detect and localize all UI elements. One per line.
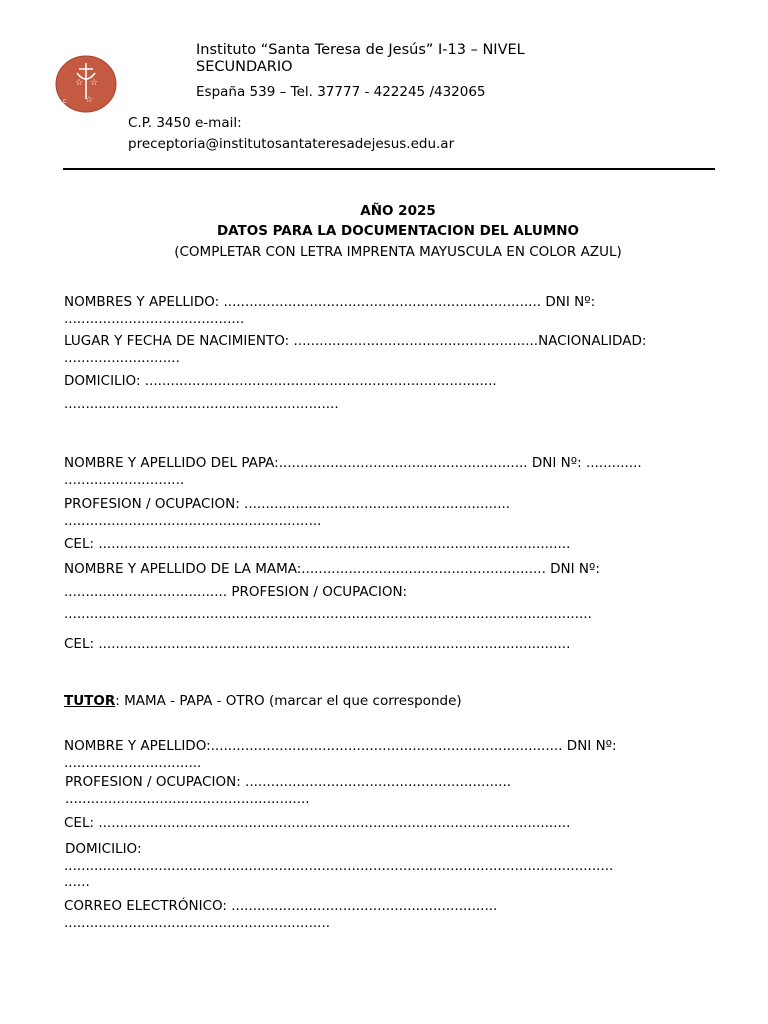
institute-cp-email-label: C.P. 3450 e-mail:: [128, 115, 242, 131]
institute-logo: [55, 55, 117, 113]
mother-name-field: NOMBRE Y APELLIDO DE LA MAMA:......................................................... DNI Nº:: [64, 561, 600, 577]
institute-name-line2: SECUNDARIO: [196, 59, 293, 75]
tutor-email-field: CORREO ELECTRÓNICO: ..............................................................: [64, 898, 498, 914]
tutor-address-label: DOMICILIO:: [65, 841, 142, 857]
mother-occupation-cont: ...........................................................................................................................: [64, 606, 592, 622]
student-address-field: DOMICILIO: ..................................................................................: [64, 373, 497, 389]
father-dni-cont: ............................: [64, 472, 185, 488]
tutor-dni-cont: ................................: [64, 755, 202, 771]
svg-text:C: C: [63, 99, 67, 105]
document-year: AÑO 2025: [360, 203, 436, 219]
svg-text:☆: ☆: [85, 95, 94, 105]
father-occupation-field: PROFESION / OCUPACION: ..............................................................: [64, 496, 511, 512]
svg-text:☆: ☆: [75, 78, 84, 88]
tutor-options: : MAMA - PAPA - OTRO (marcar el que corresponde): [115, 693, 462, 709]
student-address-cont: ................................................................: [64, 396, 339, 412]
tutor-occupation-cont: .........................................................: [65, 791, 310, 807]
tutor-selection: [64, 693, 462, 709]
header-divider: [63, 168, 715, 170]
student-name-field: NOMBRES Y APELLIDO: .......................................................................... DNI Nº:: [64, 294, 596, 310]
tutor-label: TUTOR: [64, 693, 116, 709]
father-cel-field: CEL: ..............................................................................................................: [64, 536, 571, 552]
tutor-cel-field: CEL: ..............................................................................................................: [64, 815, 571, 831]
tutor-address-end: ......: [64, 874, 90, 890]
tutor-address-cont: ................................................................................................................................: [64, 858, 614, 874]
tutor-email-cont: ..............................................................: [64, 915, 331, 931]
father-name-field: NOMBRE Y APELLIDO DEL PAPA:.......................................................... DNI Nº: .............: [64, 455, 642, 471]
document-title: DATOS PARA LA DOCUMENTACION DEL ALUMNO: [216, 223, 580, 239]
document-instruction: (COMPLETAR CON LETRA IMPRENTA MAYUSCULA EN COLOR AZUL): [174, 244, 622, 260]
institute-email: preceptoria@institutosantateresadejesus.edu.ar: [128, 136, 455, 152]
tutor-occupation-field: PROFESION / OCUPACION: ..............................................................: [65, 774, 512, 790]
tutor-name-field: NOMBRE Y APELLIDO:.................................................................................. DNI Nº:: [64, 738, 617, 754]
student-dni-field: ..........................................: [64, 311, 245, 327]
institute-address: España 539 – Tel. 37777 - 422245 /432065: [196, 84, 486, 100]
svg-text:☆: ☆: [90, 78, 99, 88]
student-nationality-field: ...........................: [64, 350, 180, 366]
student-birth-field: LUGAR Y FECHA DE NACIMIENTO: .........................................................NACIONALIDAD:: [64, 333, 647, 349]
mother-dni-occupation: ...................................... PROFESION / OCUPACION:: [64, 584, 408, 600]
mother-cel-field: CEL: ..............................................................................................................: [64, 636, 571, 652]
father-occupation-cont: ............................................................: [64, 513, 322, 529]
institute-name-line1: Instituto “Santa Teresa de Jesús” I-13 – NIVEL: [196, 42, 525, 58]
